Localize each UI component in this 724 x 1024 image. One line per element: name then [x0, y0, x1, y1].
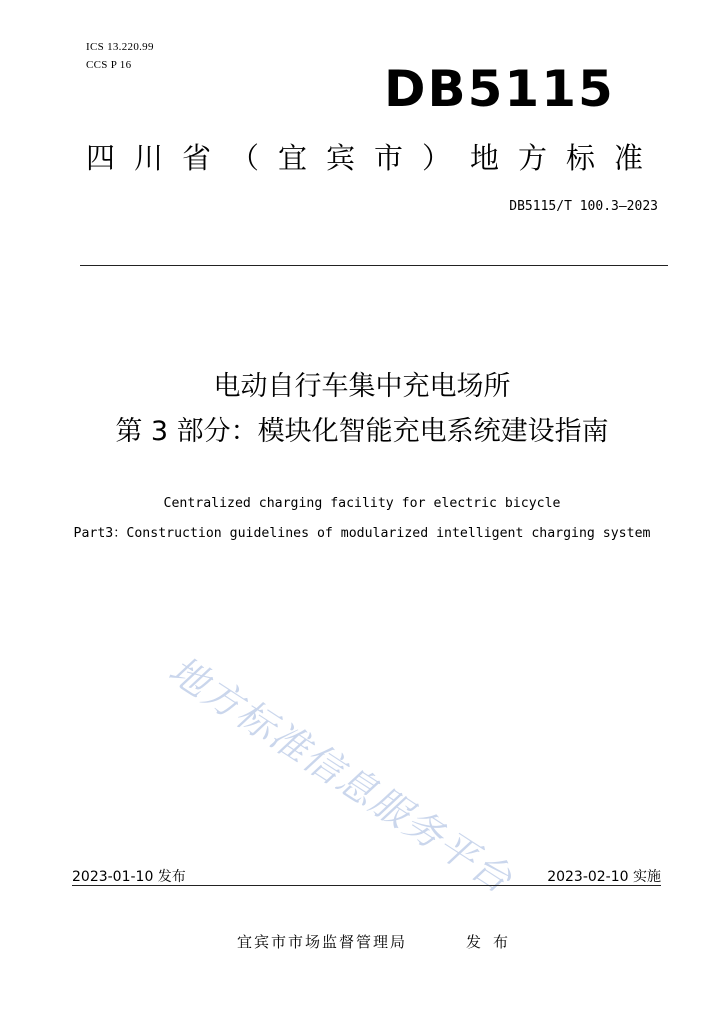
ics-code: ICS 13.220.99 — [86, 41, 154, 53]
header-divider — [80, 265, 668, 266]
issue-label: 发布 — [466, 933, 521, 951]
standard-logo: DB5115 — [384, 60, 615, 118]
english-title-line-2: Part3：Construction guidelines of modularized intelligent charging system — [73, 526, 651, 541]
standard-type: 四川省（宜宾市）地方标准 — [86, 141, 663, 175]
classification-codes — [86, 38, 154, 74]
publish-date: 2023-01-10 发布 — [72, 869, 186, 885]
implement-date: 2023-02-10 实施 — [547, 869, 661, 885]
ccs-code: CCS P 16 — [86, 59, 132, 71]
standard-number: DB5115/T 100.3—2023 — [509, 199, 658, 214]
title-line-1: 电动自行车集中充电场所 — [213, 371, 511, 402]
watermark: 地方标准信息服务平台 — [161, 647, 521, 903]
issuing-authority: 宜宾市市场监督管理局 — [237, 933, 408, 951]
footer-divider — [72, 885, 661, 886]
english-title-line-1: Centralized charging facility for electric bicycle — [163, 496, 561, 511]
title-line-2: 第 3 部分：模块化智能充电系统建设指南 — [115, 416, 609, 447]
